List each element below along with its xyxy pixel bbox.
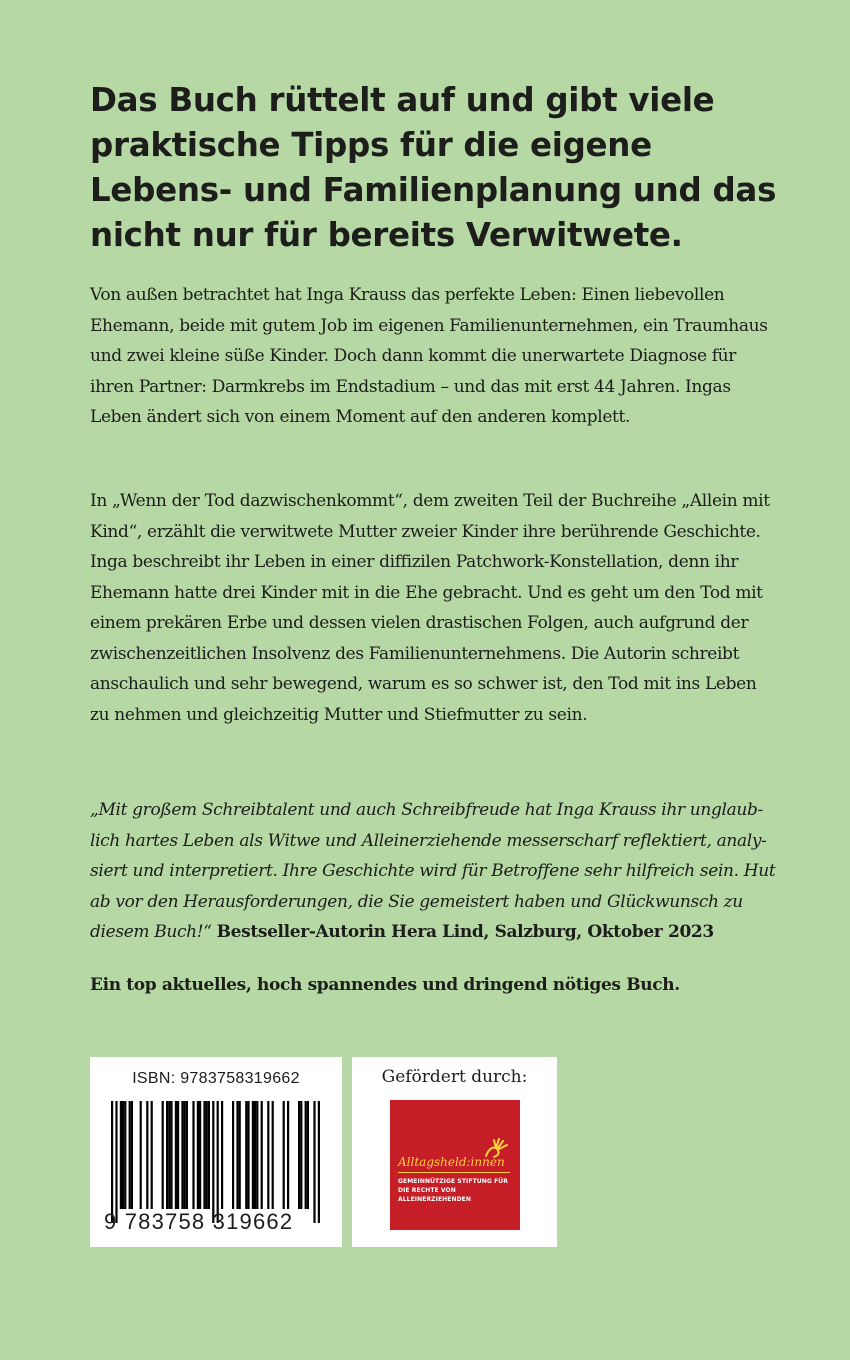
barcode-bar bbox=[170, 1101, 172, 1209]
barcode-bar bbox=[247, 1101, 249, 1209]
barcode-bar bbox=[313, 1101, 315, 1223]
barcode-bar bbox=[212, 1101, 214, 1223]
barcode-bar bbox=[307, 1101, 309, 1209]
barcode-bar bbox=[177, 1101, 179, 1209]
barcode-bar bbox=[287, 1101, 289, 1209]
sponsor-label: Gefördert durch: bbox=[381, 1067, 528, 1087]
barcode-bar bbox=[120, 1101, 122, 1209]
barcode-bar bbox=[261, 1101, 263, 1209]
barcode-bar bbox=[192, 1101, 194, 1209]
barcode-bar bbox=[206, 1101, 208, 1209]
barcode-bar bbox=[181, 1101, 183, 1209]
barcode-bar bbox=[115, 1101, 117, 1223]
barcode-bar bbox=[184, 1101, 186, 1209]
barcode-bar bbox=[283, 1101, 285, 1209]
logo-wordmark: Alltagsheld:innen bbox=[398, 1155, 505, 1169]
barcode-bar bbox=[199, 1101, 201, 1209]
barcode-bar bbox=[151, 1101, 153, 1209]
barcode-bar bbox=[208, 1101, 210, 1209]
barcode-bar bbox=[140, 1101, 142, 1209]
logo-divider bbox=[398, 1172, 510, 1173]
barcode-bar bbox=[232, 1101, 234, 1209]
barcode-bar bbox=[111, 1101, 113, 1223]
barcode-bar bbox=[252, 1101, 254, 1209]
barcode-bar bbox=[129, 1101, 131, 1209]
review-quote bbox=[90, 795, 780, 948]
barcode-bar bbox=[256, 1101, 258, 1209]
barcode-bar bbox=[166, 1101, 168, 1209]
barcode-bar bbox=[162, 1101, 164, 1209]
barcode-bar bbox=[203, 1101, 205, 1209]
barcode-bar bbox=[122, 1101, 124, 1209]
quote-attribution: Bestseller-Autorin Hera Lind, Salzburg, Oktober 2023 bbox=[216, 922, 714, 942]
barcode-bar bbox=[197, 1101, 199, 1209]
sponsor-box bbox=[352, 1057, 557, 1247]
barcode-bar bbox=[168, 1101, 170, 1209]
barcode-bar bbox=[254, 1101, 256, 1209]
barcode-bar bbox=[298, 1101, 300, 1209]
isbn-label: ISBN: 9783758319662 bbox=[132, 1070, 300, 1087]
barcode-bar bbox=[175, 1101, 177, 1209]
barcode-bar bbox=[131, 1101, 133, 1209]
isbn-barcode-box bbox=[90, 1057, 342, 1247]
barcode-bar bbox=[267, 1101, 269, 1209]
barcode-bar bbox=[305, 1101, 307, 1209]
barcode-bar bbox=[300, 1101, 302, 1209]
barcode-bar bbox=[318, 1101, 320, 1223]
barcode-bar bbox=[146, 1101, 148, 1209]
barcode-bar bbox=[245, 1101, 247, 1209]
barcode-bar bbox=[124, 1101, 126, 1209]
barcode-bar bbox=[186, 1101, 188, 1209]
barcode-bar bbox=[239, 1101, 241, 1209]
description-paragraph-1: Von außen betrachtet hat Inga Krauss das perfekte Leben: Einen liebevollen Ehemann, beide mit gutem Job im eigenen Familienunternehmen, ein Traumhaus und zwei kleine süße Kinder. Doch dann kommt die unerwartete Diagnose für ihren Partner: Darmkrebs im Endstadium – und das mit erst 44 Jahren. Ingas Leben ändert sich von einem Moment auf den anderen komplett. bbox=[90, 285, 768, 427]
logo-tagline: GEMEINNÜTZIGE STIFTUNG FÜR DIE RECHTE VON ALLEINERZIEHENDEN bbox=[398, 1178, 508, 1203]
quote-text: „Mit großem Schreibtalent und auch Schreibfreude hat Inga Krauss ihr unglaublich hartes Leben als Witwe und Alleinerziehende messerscharf reflektiert, analysiert und interpretiert. Ihre Geschichte wird für Betroffene sehr hilfreich sein. Hut ab vor den Herausforderungen, die Sie gemeistert haben und Glückwunsch zu diesem Buch!“ bbox=[90, 800, 776, 942]
sponsor-logo bbox=[390, 1100, 520, 1230]
barcode-bar bbox=[221, 1101, 223, 1209]
headline: Das Buch rüttelt auf und gibt viele praktische Tipps für die eigene Lebens- und Familienplanung und das nicht nur für bereits Verwitwete. bbox=[90, 81, 777, 254]
barcode-bar bbox=[236, 1101, 238, 1209]
description-paragraph-2: In „Wenn der Tod dazwischenkommt“, dem zweiten Teil der Buchreihe „Allein mit Kind“, erzählt die verwitwete Mutter zweier Kinder ihre berührende Geschichte. Inga beschreibt ihr Leben in einer diffizilen Patchwork-Konstellation, denn ihr Ehemann hatte drei Kinder mit in die Ehe gebracht. Und es geht um den Tod mit einem prekären Erbe und dessen vielen drastischen Folgen, auch aufgrund der zwischenzeitlichen Insolvenz des Familienunternehmens. Die Autorin schreibt anschaulich und sehr bewegend, warum es so schwer ist, den Tod mit ins Leben zu nehmen und gleichzeitig Mutter und Stiefmutter zu sein. bbox=[90, 491, 770, 725]
isbn-digits: 9 783758 319662 bbox=[104, 1209, 294, 1234]
barcode-bar bbox=[272, 1101, 274, 1209]
closing-statement: Ein top aktuelles, hoch spannendes und dringend nötiges Buch. bbox=[90, 975, 680, 995]
barcode-bar bbox=[217, 1101, 219, 1223]
